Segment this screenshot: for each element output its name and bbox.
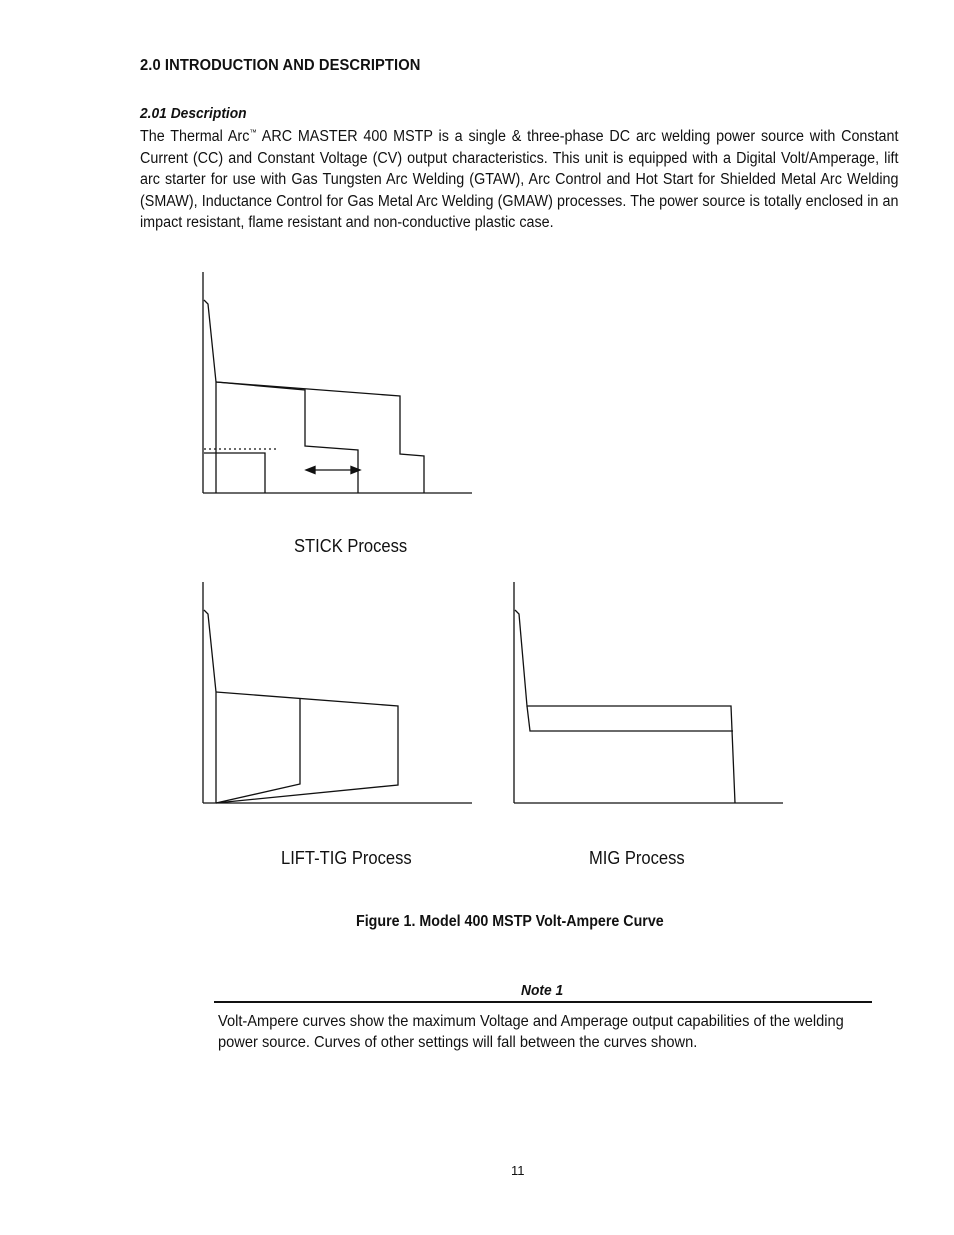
note-divider [214,1001,872,1003]
description-text-start: The Thermal Arc [140,128,250,145]
lift-tig-mid-curve [216,698,300,803]
mig-outer-curve [515,610,735,803]
stick-arrow-left [306,467,315,474]
stick-mid-curve [216,382,424,493]
mig-inner-curve [527,706,733,731]
figure-caption: Figure 1. Model 400 MSTP Volt-Ampere Curve [356,913,664,930]
lift-tig-process-label: LIFT-TIG Process [281,848,412,868]
stick-process-label: STICK Process [294,536,408,556]
mig-process-curve [511,580,786,806]
stick-process-curve [200,270,475,496]
stick-hot-start-curve [204,453,265,493]
description-text-rest: ARC MASTER 400 MSTP is a single & three-phase DC arc welding power source with Constant Current (CC) and Constant Voltage (CV) output characteristics. This unit is equipped with a Digital Volt/Amperage, lift arc starter for use with Gas Tungsten Arc Welding (GTAW), Arc Control and Hot Start for Shielded Metal Arc Welding (SMAW), Inductance Control for Gas Metal Arc Welding (GMAW) processes. The power source is totally enclosed in an impact resistant, flame resistant and non-conductive plastic case. [140,128,899,231]
trademark-symbol: ™ [249,128,257,137]
description-paragraph [140,126,899,234]
lift-tig-max-curve [216,692,398,803]
section-heading: 2.0 INTRODUCTION AND DESCRIPTION [140,57,421,74]
stick-outer-curve [204,300,216,493]
page-number: 11 [511,1163,525,1178]
note-text: Volt-Ampere curves show the maximum Voltage and Amperage output capabilities of the welding power source. Curves of other settings will fall between the curves shown. [218,1013,844,1051]
note-title: Note 1 [521,982,564,999]
description-heading: 2.01 Description [140,105,247,122]
stick-max-curve [216,382,358,493]
lift-tig-process-curve [200,580,475,806]
lift-tig-outer-curve [204,610,216,803]
mig-process-label: MIG Process [589,848,685,868]
